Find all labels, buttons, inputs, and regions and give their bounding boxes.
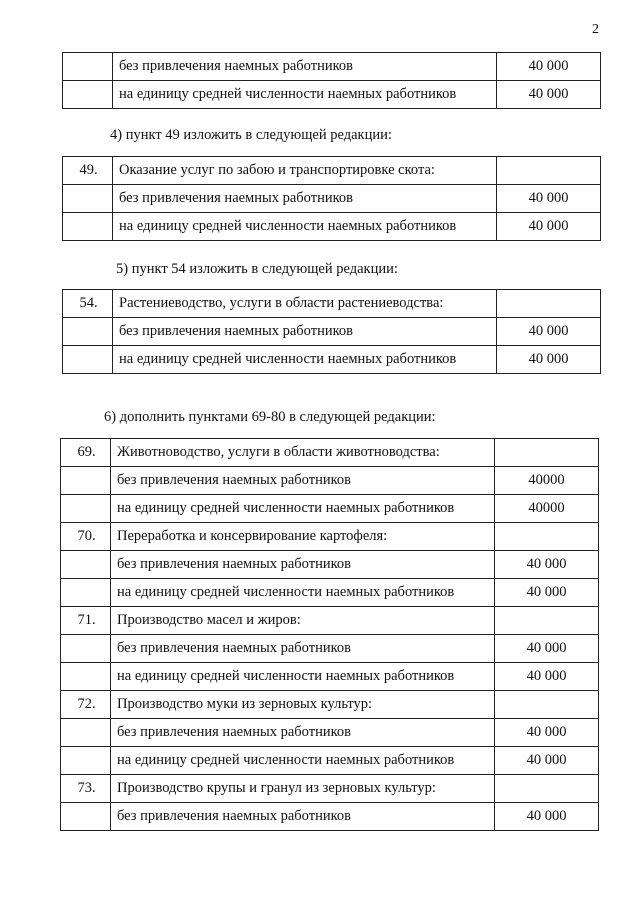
table-row: [61, 635, 599, 663]
row-value: 40 000: [497, 318, 601, 346]
row-number: [61, 579, 111, 607]
row-value: 40 000: [497, 185, 601, 213]
table-continuation: [62, 52, 601, 109]
row-description: на единицу средней численности наемных работников: [111, 579, 495, 607]
row-description: без привлечения наемных работников: [113, 318, 497, 346]
row-description: без привлечения наемных работников: [111, 719, 495, 747]
row-description: Переработка и консервирование картофеля:: [111, 523, 495, 551]
row-number: 71.: [61, 607, 111, 635]
table-row: [63, 318, 601, 346]
row-description: на единицу средней численности наемных работников: [113, 81, 497, 109]
table-row: [61, 775, 599, 803]
row-description: на единицу средней численности наемных работников: [113, 346, 497, 374]
row-value: 40 000: [495, 719, 599, 747]
row-number: 73.: [61, 775, 111, 803]
row-description: на единицу средней численности наемных работников: [113, 213, 497, 241]
row-description: без привлечения наемных работников: [113, 185, 497, 213]
row-value: 40000: [495, 495, 599, 523]
row-value: 40 000: [497, 213, 601, 241]
row-number: [63, 81, 113, 109]
table-row: [61, 439, 599, 467]
row-number: [63, 185, 113, 213]
row-value: [495, 775, 599, 803]
table-row: [61, 467, 599, 495]
row-value: 40 000: [497, 53, 601, 81]
row-description: на единицу средней численности наемных работников: [111, 663, 495, 691]
table-row: [61, 607, 599, 635]
table-row: [63, 185, 601, 213]
row-value: 40 000: [495, 579, 599, 607]
row-number: [61, 467, 111, 495]
table-item-54: [62, 289, 601, 374]
table-row: [63, 81, 601, 109]
row-number: [61, 747, 111, 775]
table-row: [63, 213, 601, 241]
row-description: на единицу средней численности наемных работников: [111, 747, 495, 775]
row-number: [63, 213, 113, 241]
row-description: на единицу средней численности наемных работников: [111, 495, 495, 523]
row-number: 54.: [63, 290, 113, 318]
row-number: [63, 318, 113, 346]
row-value: [495, 439, 599, 467]
row-number: [61, 719, 111, 747]
row-number: 72.: [61, 691, 111, 719]
row-number: [61, 495, 111, 523]
row-value: [495, 691, 599, 719]
page-number: 2: [592, 22, 599, 37]
row-description: Животноводство, услуги в области животноводства:: [111, 439, 495, 467]
row-value: 40 000: [495, 747, 599, 775]
row-value: [497, 157, 601, 185]
row-value: 40 000: [497, 81, 601, 109]
row-description: Оказание услуг по забою и транспортировке скота:: [113, 157, 497, 185]
heading-item-5: 5) пункт 54 изложить в следующей редакции:: [116, 261, 398, 277]
row-value: 40 000: [497, 346, 601, 374]
table-row: [63, 157, 601, 185]
row-description: без привлечения наемных работников: [111, 467, 495, 495]
table-row: [61, 719, 599, 747]
row-number: 70.: [61, 523, 111, 551]
row-description: без привлечения наемных работников: [111, 803, 495, 831]
row-description: Производство масел и жиров:: [111, 607, 495, 635]
row-value: [497, 290, 601, 318]
row-description: Производство муки из зерновых культур:: [111, 691, 495, 719]
row-value: 40 000: [495, 551, 599, 579]
table-items-69-73: [60, 438, 599, 831]
table-row: [61, 495, 599, 523]
row-description: Производство крупы и гранул из зерновых культур:: [111, 775, 495, 803]
row-number: 49.: [63, 157, 113, 185]
table-row: [61, 691, 599, 719]
row-number: [61, 635, 111, 663]
table-row: [63, 346, 601, 374]
row-number: 69.: [61, 439, 111, 467]
table-row: [61, 579, 599, 607]
row-value: 40 000: [495, 635, 599, 663]
row-description: Растениеводство, услуги в области растениеводства:: [113, 290, 497, 318]
row-number: [61, 663, 111, 691]
row-value: 40 000: [495, 663, 599, 691]
row-description: без привлечения наемных работников: [111, 635, 495, 663]
row-description: без привлечения наемных работников: [113, 53, 497, 81]
row-number: [61, 803, 111, 831]
table-row: [61, 803, 599, 831]
table-row: [61, 663, 599, 691]
row-value: [495, 523, 599, 551]
row-number: [61, 551, 111, 579]
table-row: [61, 523, 599, 551]
table-row: [63, 290, 601, 318]
heading-item-4: 4) пункт 49 изложить в следующей редакции:: [110, 127, 392, 143]
row-value: 40000: [495, 467, 599, 495]
table-item-49: [62, 156, 601, 241]
row-value: 40 000: [495, 803, 599, 831]
row-value: [495, 607, 599, 635]
table-row: [63, 53, 601, 81]
row-description: без привлечения наемных работников: [111, 551, 495, 579]
heading-item-6: 6) дополнить пунктами 69-80 в следующей редакции:: [104, 409, 436, 425]
table-row: [61, 551, 599, 579]
row-number: [63, 53, 113, 81]
row-number: [63, 346, 113, 374]
table-row: [61, 747, 599, 775]
